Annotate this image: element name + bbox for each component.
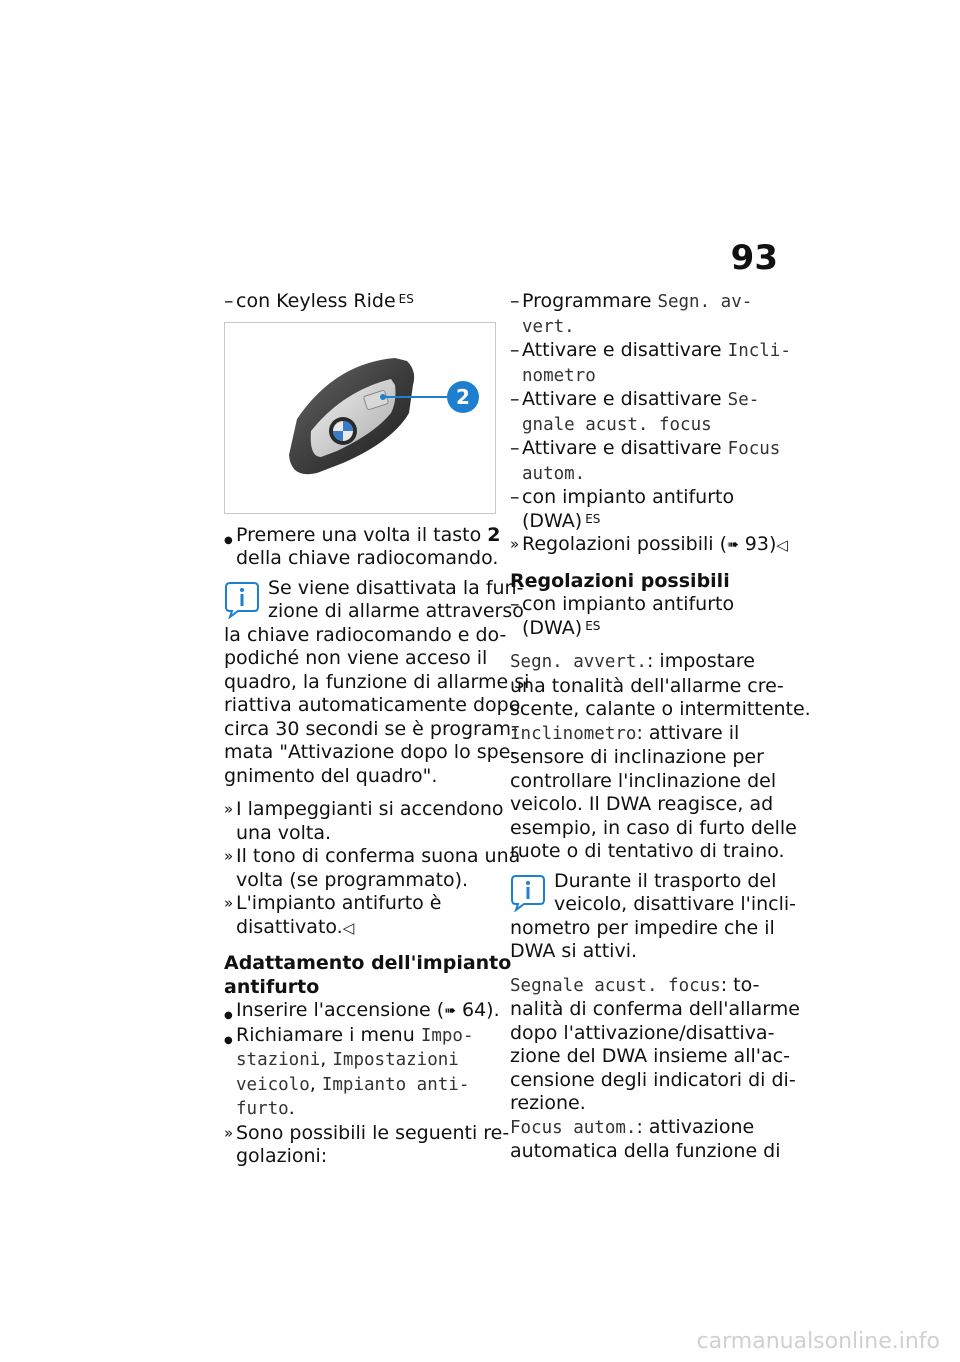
condition-dwa: – con impianto antifurto (DWA) $^{ES}$: [510, 486, 776, 533]
keyfob-illustration: [225, 323, 495, 513]
setting-item-focus-autom: – Attivare e disattivare Focus autom.: [510, 437, 776, 486]
condition-dwa-2: – con impianto antifurto (DWA) $^{ES}$: [510, 593, 776, 640]
result-confirmation-tone: » Il tono di conferma suona una volta (se programmato).: [224, 845, 496, 892]
end-marker: ◁: [342, 918, 355, 937]
paragraph-segn-avvert: Segn. avvert.: impostare una tonalità dell'allarme cre- scente, calante o intermittente.: [510, 650, 811, 720]
page-ref-arrow-icon: ➠: [444, 1003, 456, 1019]
info-icon: [510, 872, 546, 912]
right-column: [510, 290, 811, 1164]
step-press-button: ● Premere una volta il tasto 2 della chiave radiocomando.: [224, 524, 496, 571]
paragraph-inclinometro: Inclinometro: attivare il sensore di inclinazione per controllare l'inclinazione del veicolo. Il DWA reagisce, ad esempio, in caso di furto delle ruote o di tentativo di traino.: [510, 721, 797, 862]
result-hazard-lights: » I lampeggianti si accendono una volta.: [224, 798, 496, 845]
note-block-1: Se viene disattivata la fun- zione di allarme attraverso la chiave radiocomando e do- podiché non viene acceso il quadro, la funzione di allarme si riattiva automaticamente dopo circa 30 secondi se è program- mata "Attivazione dopo lo spe- gnimento del quadro".: [224, 576, 530, 787]
section-heading-regolazioni: Regolazioni possibili: [510, 569, 730, 592]
setting-item-inclinometro: – Attivare e disattivare Incli- nometro: [510, 339, 776, 388]
step-menu-path: ● Richiamare i menu Impo- stazioni, Impostazioni veicolo, Impianto anti- furto.: [224, 1024, 496, 1122]
end-marker: ◁: [776, 536, 788, 554]
setting-item-segn-avvert: – Programmare Segn. av- vert.: [510, 290, 776, 339]
step-ignition: ● Inserire l'accensione (➠ 64).: [224, 999, 496, 1024]
info-icon: [224, 579, 260, 619]
figure-callout-2: 2: [456, 384, 470, 409]
paragraph-focus-autom: Focus autom.: attivazione automatica della funzione di: [510, 1115, 781, 1162]
keyfob-figure: [224, 322, 496, 514]
section-heading-adattamento: Adattamento dell'impianto antifurto: [224, 952, 512, 998]
watermark: carmanualsonline.info: [696, 1329, 940, 1354]
page-ref-arrow-icon: ➠: [727, 537, 739, 553]
paragraph-segnale-acust: Segnale acust. focus: to- nalità di conferma dell'allarme dopo l'attivazione/disattiva- zione del DWA insieme all'ac- censione degli indicatori di di- rezione.: [510, 973, 800, 1114]
note-block-2: Durante il trasporto del veicolo, disattivare l'incli- nometro per impedire che il DWA si attivi.: [510, 869, 797, 962]
page-number: 93: [730, 238, 778, 278]
condition-keyless-ride: – con Keyless Ride $^{ES}$: [224, 290, 496, 314]
left-column: [224, 290, 530, 1169]
setting-item-segnale-acust: – Attivare e disattivare Se- gnale acust. focus: [510, 388, 776, 437]
result-settings-available: » Sono possibili le seguenti re- golazioni:: [224, 1122, 496, 1169]
result-alarm-disabled: » L'impianto antifurto è disattivato.◁: [224, 892, 496, 940]
result-possible-settings: » Regolazioni possibili (➠ 93)◁: [510, 533, 776, 558]
